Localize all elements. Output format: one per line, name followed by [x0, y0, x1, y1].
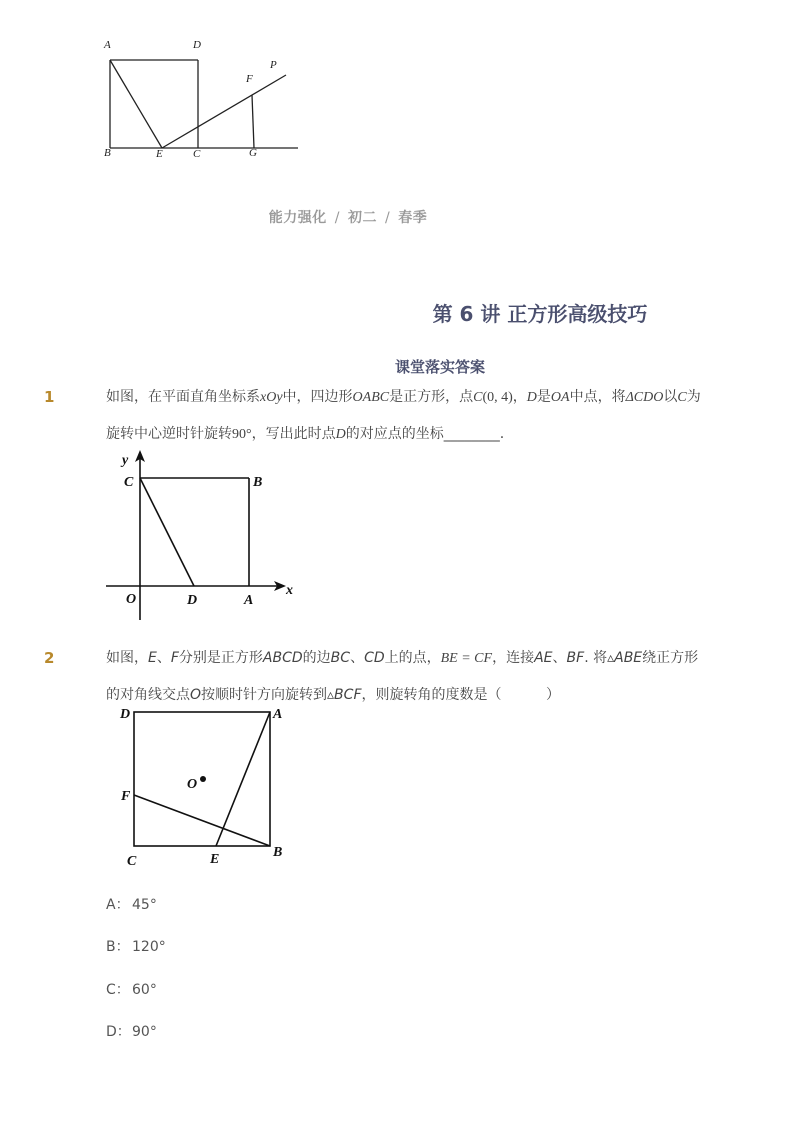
breadcrumb	[0, 207, 696, 227]
q2-math: ▵BCF	[327, 687, 362, 703]
q2-math: AE	[534, 650, 553, 666]
q1-math: D	[335, 427, 346, 442]
question-1-number: 1	[44, 388, 55, 406]
q2-math: O	[190, 687, 202, 703]
label-f: F	[121, 789, 131, 804]
breadcrumb-separator: /	[385, 210, 391, 226]
q1-math: xOy	[260, 390, 283, 405]
segment-ae	[216, 712, 270, 846]
label-d: D	[187, 593, 198, 608]
q1-math: OABC	[352, 390, 390, 405]
label-f: F	[246, 73, 253, 85]
q1-math: C	[473, 390, 483, 405]
q2-text: ，连接	[492, 650, 535, 666]
label-o: O	[126, 592, 137, 607]
option-value: 90°	[132, 1024, 157, 1040]
option-value: 120°	[132, 939, 166, 955]
label-b: B	[253, 475, 263, 490]
q1-text: 是	[536, 389, 551, 405]
question-2-line-1	[106, 640, 766, 677]
label-b: B	[273, 845, 283, 860]
q2-math: ABCD	[262, 650, 303, 666]
q2-math: BF	[566, 650, 585, 666]
q1-math: 90°	[232, 427, 252, 442]
q2-text: 、	[350, 650, 365, 666]
q2-text: ，则旋转角的度数是（ ）	[361, 687, 561, 703]
q2-text: 、	[552, 650, 567, 666]
q1-text: 旋转中心逆时针旋转	[106, 426, 232, 442]
q2-text: . 将	[584, 650, 608, 666]
q1-text: 为	[686, 389, 701, 405]
label-a: A	[104, 39, 111, 51]
q1-math: D	[526, 390, 537, 405]
label-o: O	[187, 777, 198, 792]
label-d: D	[193, 39, 201, 51]
q1-math: C	[677, 390, 687, 405]
label-c: C	[193, 148, 201, 160]
q1-math: ΔCDO	[625, 390, 664, 405]
q1-text: 如图，在平面直角坐标系	[106, 389, 260, 405]
label-e: E	[210, 852, 220, 867]
section-title: 课堂落实答案	[394, 358, 485, 376]
label-a: A	[273, 707, 283, 722]
label-b: B	[104, 147, 111, 159]
label-e: E	[156, 148, 163, 160]
q2-math: F	[170, 650, 179, 666]
question-1-line-1	[106, 379, 766, 416]
label-g: G	[249, 147, 257, 159]
q2-text: 分别是正方形	[178, 650, 263, 666]
q2-math: BE = CF	[440, 651, 493, 666]
q1-text: .	[499, 426, 505, 442]
ray-ep	[162, 75, 286, 148]
option-d[interactable]	[106, 1021, 157, 1041]
label-c: C	[124, 475, 134, 490]
option-value: 45°	[132, 897, 157, 913]
q1-text: 的对应点的坐标	[345, 426, 444, 442]
question-2-number: 2	[44, 649, 55, 667]
option-c[interactable]	[106, 979, 157, 999]
answer-blank: ________	[443, 426, 500, 442]
label-c: C	[127, 854, 137, 869]
breadcrumb-separator: /	[334, 210, 340, 226]
segment-cd	[140, 478, 194, 586]
q2-math: ▵ABE	[607, 650, 643, 666]
q1-math: (0, 4)	[482, 390, 513, 405]
question-1-text	[106, 379, 766, 453]
option-key: B：	[106, 939, 130, 955]
option-key: A：	[106, 897, 130, 913]
breadcrumb-item-grade: 初二	[348, 210, 377, 226]
option-b[interactable]	[106, 936, 166, 956]
axis-label-x: x	[286, 583, 293, 598]
lesson-title: 第 6 讲 正方形高级技巧	[432, 302, 648, 326]
question-2-figure	[114, 700, 304, 872]
q2-text: 上的点，	[384, 650, 441, 666]
axis-label-y: y	[122, 453, 129, 468]
q1-math: OA	[550, 390, 570, 405]
label-a: A	[244, 593, 254, 608]
segment-ae	[110, 60, 162, 148]
option-value: 60°	[132, 982, 157, 998]
label-d: D	[120, 707, 131, 722]
question-1-figure	[100, 448, 310, 628]
q2-math: E	[148, 650, 157, 666]
q1-text: 以	[663, 389, 678, 405]
q2-text: 按顺时针方向旋转到	[201, 687, 328, 703]
q1-text: 是正方形，点	[389, 389, 474, 405]
q2-text: 如图，	[106, 650, 148, 666]
q1-text: ，	[512, 389, 527, 405]
top-geometry-figure	[100, 34, 310, 160]
breadcrumb-item-course: 能力强化	[268, 210, 327, 226]
q2-math: CD	[364, 650, 385, 666]
option-key: D：	[106, 1024, 131, 1040]
q2-text: 的对角线交点	[106, 687, 190, 703]
q2-math: BC	[330, 650, 351, 666]
q1-text: 中，四边形	[282, 389, 353, 405]
segment-bf	[134, 795, 270, 846]
q1-text: 中点，将	[569, 389, 626, 405]
label-p: P	[270, 59, 277, 71]
q2-text: 的边	[302, 650, 331, 666]
center-point-o	[200, 776, 206, 782]
q2-text: 、	[156, 650, 171, 666]
q1-text: ，写出此时点	[251, 426, 336, 442]
segment-fg	[252, 95, 254, 148]
option-a[interactable]	[106, 894, 157, 914]
q2-text: 绕正方形	[642, 650, 699, 666]
option-key: C：	[106, 982, 130, 998]
breadcrumb-item-term: 春季	[398, 210, 428, 226]
